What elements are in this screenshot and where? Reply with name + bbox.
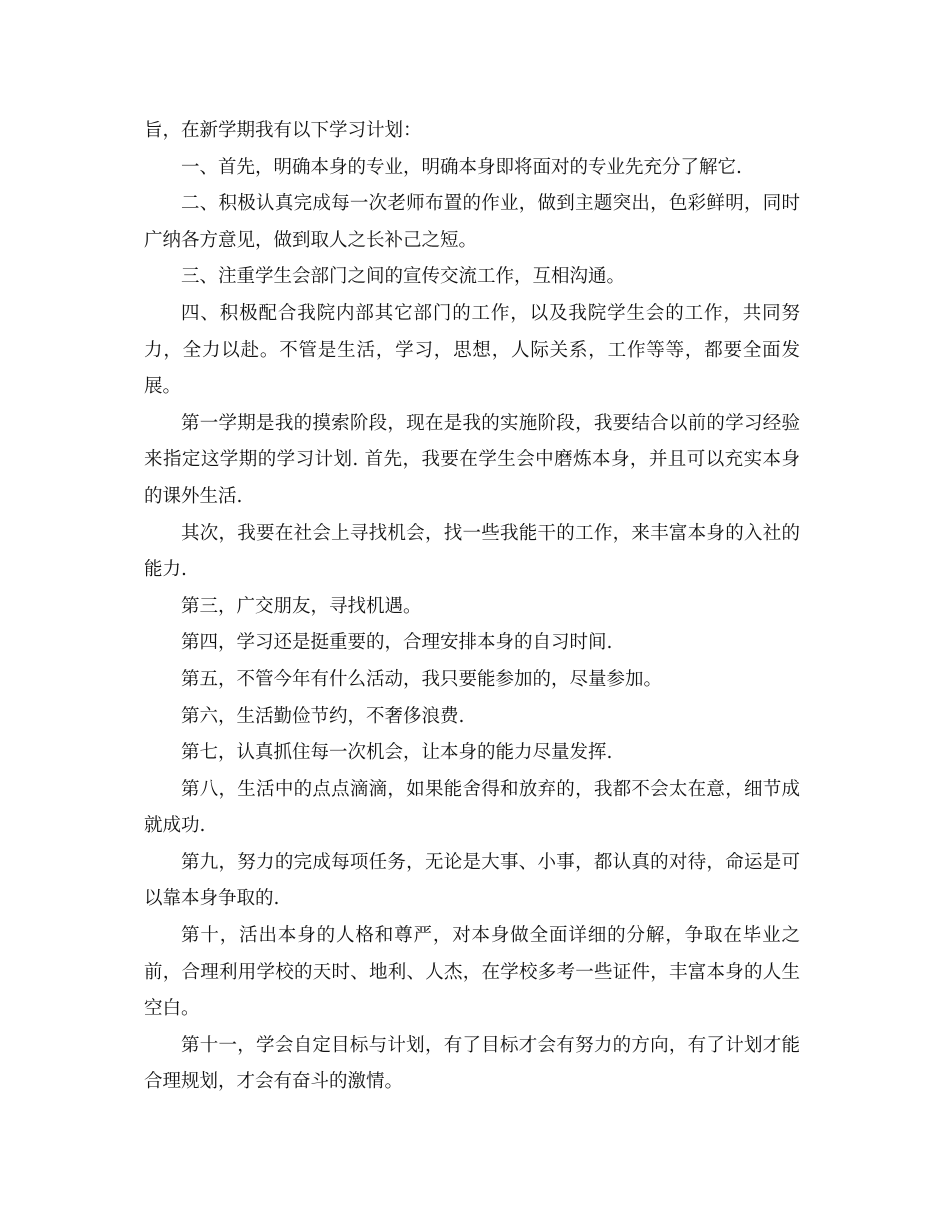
paragraph-eleventh: 第十一，学会自定目标与计划，有了目标才会有努力的方向，有了计划才能合理规划，才会有奋斗的激情。 — [144, 1034, 800, 1093]
paragraph-seventh: 第七，认真抓住每一次机会，让本身的能力尽量发挥. — [181, 742, 613, 764]
paragraph-intro-continuation: 旨，在新学期我有以下学习计划： — [144, 120, 422, 141]
paragraph-eighth: 第八，生活中的点点滴滴，如果能舍得和放弃的，我都不会太在意，细节成就成功. — [144, 778, 800, 837]
document-body — [144, 113, 800, 1101]
paragraph-first-semester: 第一学期是我的摸索阶段，现在是我的实施阶段，我要结合以前的学习经验来指定这学期的学习计划. 首先，我要在学生会中磨炼本身，并且可以充实本身的课外生活. — [144, 412, 800, 507]
paragraph-sixth: 第六，生活勤俭节约，不奢侈浪费. — [181, 705, 465, 727]
paragraph-tenth: 第十，活出本身的人格和尊严，对本身做全面详细的分解，争取在毕业之前，合理利用学校的天时、地利、人杰，在学校多考一些证件，丰富本身的人生空白。 — [144, 925, 800, 1020]
paragraph-fourth: 第四，学习还是挺重要的，合理安排本身的自习时间. — [181, 632, 613, 654]
paragraph-plan-1: 一、首先，明确本身的专业，明确本身即将面对的专业先充分了解它. — [181, 156, 742, 178]
paragraph-plan-4: 四、积极配合我院内部其它部门的工作，以及我院学生会的工作，共同努力，全力以赴。不管是生活，学习，思想，人际关系，工作等等，都要全面发展。 — [144, 302, 800, 398]
paragraph-plan-3: 三、注重学生会部门之间的宣传交流工作，互相沟通。 — [181, 266, 626, 288]
paragraph-plan-2: 二、积极认真完成每一次老师布置的作业，做到主题突出，色彩鲜明，同时广纳各方意见，做到取人之长补己之短。 — [144, 193, 800, 251]
paragraph-secondly: 其次，我要在社会上寻找机会，找一些我能干的工作，来丰富本身的入社的能力. — [144, 522, 800, 581]
paragraph-third: 第三，广交朋友，寻找机遇。 — [181, 595, 422, 617]
paragraph-ninth: 第九，努力的完成每项任务，无论是大事、小事，都认真的对待，命运是可以靠本身争取的. — [144, 851, 800, 910]
paragraph-fifth: 第五，不管今年有什么活动，我只要能参加的，尽量参加。 — [181, 668, 663, 690]
